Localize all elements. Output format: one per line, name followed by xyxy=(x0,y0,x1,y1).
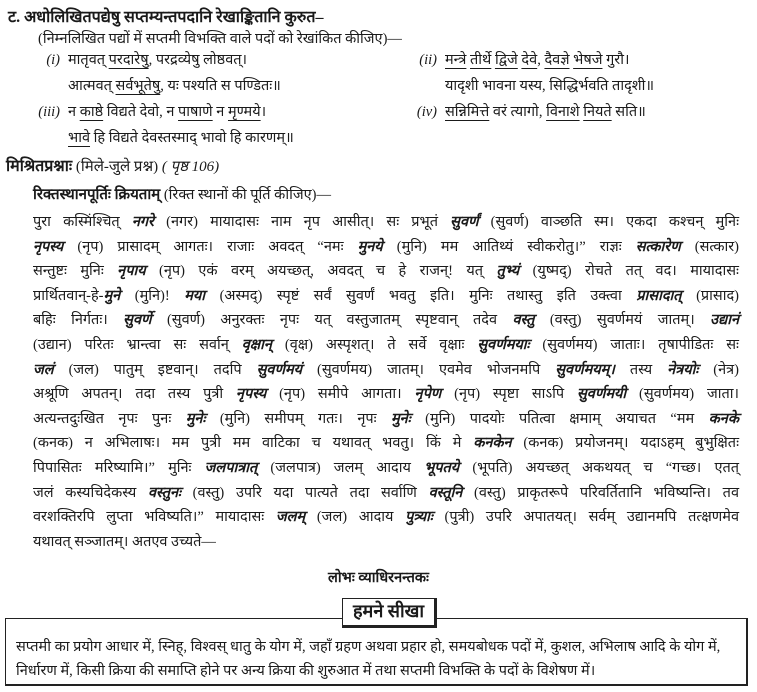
text-segment: (नृप) स्पृष्टा साऽपि xyxy=(441,386,577,403)
answer-word: सुवर्णे xyxy=(123,312,152,329)
underlined-word: नियते xyxy=(583,104,612,120)
text-segment: अत्यन्तदुःखित नृपः पुनः xyxy=(33,410,186,427)
answer-word: तुभ्यं xyxy=(496,263,520,280)
text-segment: (सुवर्ण) अनुरक्तः नृपः यत् वस्तुजातम् स्पृष्टवान् तदेव xyxy=(151,312,513,329)
verse-number: (i) xyxy=(46,52,60,68)
answer-word: सुवर्णमयम्। xyxy=(555,361,615,378)
answer-word: प्रासादात् xyxy=(636,287,682,304)
text-segment: (नेत्र) xyxy=(698,361,740,378)
fill-blanks-heading xyxy=(33,186,331,204)
exercise-subheading: (निम्नलिखित पद्यों में सप्तमी विभक्ति वाले पदों को रेखांकित कीजिए)— xyxy=(38,31,402,47)
paragraph-line xyxy=(33,358,739,383)
fill-blanks-subtitle: (रिक्त स्थानों की पूर्ति कीजिए)— xyxy=(163,187,331,203)
answer-word: कनकेन xyxy=(473,435,512,452)
underlined-word: सन्निमित्ते xyxy=(445,104,490,120)
page-reference: ( पृष्ठ 106) xyxy=(161,159,220,175)
answer-word: वस्तूनि xyxy=(428,484,463,501)
text-segment: (वृक्ष) अस्पृशत्। ते सर्वे वृक्षाः xyxy=(271,336,478,353)
text-segment: पिपासितः मरिष्यामि।” मुनिः xyxy=(33,459,205,476)
answer-word: नृपस्य xyxy=(33,238,64,255)
text-segment: (वस्तु) उपरि यदा पात्यते तदा सर्वाणि xyxy=(180,484,429,501)
answer-word: सुवर्णमयं xyxy=(256,361,303,378)
underlined-word: मन्त्रे xyxy=(445,52,467,68)
mixed-subtitle: (मिले-जुले प्रश्न) xyxy=(75,159,159,175)
text-segment: प्रार्थितवान्-हे- xyxy=(33,287,104,304)
text-segment: (कनक) न अभिलाषः। मम पुत्री मम वाटिका च यथावत् भवतु। किं मे xyxy=(33,435,474,452)
text-segment: (जलपात्र) जलम् आदाय xyxy=(257,459,425,476)
text-segment: (सुवर्ण) वाञ्छति स्म। एकदा कश्चन् मुनिः xyxy=(478,214,739,230)
text-segment: (उद्यान) परितः भ्रान्त्वा सः सर्वान् xyxy=(33,336,242,353)
text-segment: , परद्रव्येषु लोष्ठवत्। xyxy=(148,52,248,68)
text-segment: आत्मवत् xyxy=(68,78,116,94)
answer-word: पुत्र्याः xyxy=(405,509,433,526)
text-segment: बहिः निर्गतः। xyxy=(33,312,124,329)
answer-word: कनके xyxy=(708,410,739,427)
answer-word: मुने xyxy=(103,287,121,304)
text-segment: (अस्मद्) स्पृष्टं सर्वं सुवर्णं भवतु इति। मुनिः तथास्तु इति उक्त्वा xyxy=(205,287,637,304)
answer-word: नेत्रयोः xyxy=(667,361,699,378)
text-segment: (नृप) एकं वरम् अयच्छत्, अवदत् च हे राजन्! यत् xyxy=(145,263,497,280)
answer-word: वस्तु xyxy=(512,312,535,329)
text-segment: (कनक) प्रयोजनम्। यदाऽहम् बुभुक्षितः xyxy=(511,435,739,452)
text-segment: (नृप) समीपे आगता। xyxy=(266,386,415,403)
answer-word: सुवर्णमयाः xyxy=(477,336,530,353)
text-segment: अश्रूणि अपतन्। तदा तस्य पुत्री xyxy=(33,386,236,403)
learned-box-title: हमने सीखा xyxy=(342,598,437,628)
text-segment: (मुनि)! xyxy=(120,287,185,304)
text-segment: यादृशी भावना यस्य, सिद्धिर्भवति तादृशी॥ xyxy=(445,78,655,94)
text-segment: (वस्तु) सुवर्णमयं जातम्। xyxy=(534,312,711,329)
text-segment: (युष्मद्) रोचते तत् वद। मायादासः xyxy=(519,263,739,280)
verse-number: (iv) xyxy=(416,104,437,120)
text-segment: (वस्तु) प्राकृतरूपे परिवर्तितानि भविष्यन्ति। तव xyxy=(462,484,740,501)
answer-word: वस्तुनः xyxy=(148,484,181,501)
verse-line xyxy=(411,52,629,69)
mixed-questions-heading xyxy=(6,157,219,176)
text-segment: (मुनि) मम आतिथ्यं स्वीकरोतु।” राज्ञः xyxy=(382,238,636,255)
paragraph-line xyxy=(33,505,739,530)
text-segment: (भूपति) अयच्छत् अकथयत् च “गच्छ। एतत् xyxy=(459,459,739,476)
underlined-word: दैवज्ञे xyxy=(544,52,570,68)
verse-line xyxy=(34,104,266,121)
answer-word: जलपात्रात् xyxy=(204,459,258,476)
answer-word: सुवर्णं xyxy=(450,214,479,230)
paragraph-line xyxy=(33,431,739,456)
paragraph-line xyxy=(33,481,739,506)
answer-word: मया xyxy=(184,287,206,304)
text-segment: । xyxy=(260,104,267,120)
underlined-word: तीर्थे xyxy=(470,52,492,68)
text-segment: (पुत्री) उपरि अपातयत्। सर्वम् उद्यानमपि तत्क्षणमेव xyxy=(432,509,740,526)
text-segment: , xyxy=(537,52,545,68)
answer-word: वृक्षान् xyxy=(241,336,272,353)
exercise-heading: ट. अधोलिखितपद्येषु सप्तम्यन्तपदानि रेखाङ्कितानि कुरुत– xyxy=(8,9,324,26)
underlined-word: देवे xyxy=(521,52,538,68)
paragraph-line xyxy=(33,210,739,235)
answer-word: नृपाय xyxy=(117,263,146,280)
text-segment: हि विद्यते देवस्तस्माद् भावो हि कारणम्॥ xyxy=(90,130,294,146)
learned-text: सप्तमी का प्रयोग आधार में, स्निह्, विश्वस् धातु के योग में, जहाँ ग्रहण अथवा प्रहार हो, समयबोधक पदों में, कुशल, अभिलाष आदि के योग में, निर्धारण में, किसी क्रिया की समाप्ति होने पर अन्य क्रिया की शुरुआत में तथा सप्तमी विभक्ति के पदों के विशेषण में। xyxy=(16,639,721,679)
text-segment: (नगर) मायादासः नाम नृप आसीत्। सः प्रभूतं xyxy=(153,214,451,230)
underlined-word: परदारेषु xyxy=(108,52,149,68)
text-segment: (सुवर्णमय) जाता। xyxy=(626,386,739,403)
answer-word: मुनेः xyxy=(185,410,206,427)
answer-word: मुनेः xyxy=(391,410,411,427)
text-segment: (जल) पातुम् इष्टवान्। तदपि xyxy=(53,361,257,378)
underlined-word: भावे xyxy=(68,130,91,146)
text-segment: सति॥ xyxy=(611,104,646,120)
underlined-word: विनाशे xyxy=(546,104,580,120)
answer-word: उद्यानं xyxy=(710,312,740,329)
underlined-word: द्विजे xyxy=(494,52,518,68)
answer-word: जलं xyxy=(33,361,54,378)
text-segment: सन्तुष्टः मुनिः xyxy=(33,263,118,280)
paragraph-line xyxy=(33,407,739,432)
text-segment: वरशक्तिरपि लुप्ता भविष्यति।” मायादासः xyxy=(33,509,276,526)
answer-word: सुवर्णमयी xyxy=(577,386,627,403)
paragraph-line xyxy=(33,284,739,309)
moral-line: लोभः व्याधिरनन्तकः xyxy=(328,570,429,586)
paragraph-line xyxy=(33,382,739,407)
text-segment: (जल) आदाय xyxy=(305,509,406,526)
text-segment: पुरा कस्मिंश्चित् xyxy=(33,214,132,230)
verse-number: (ii) xyxy=(419,52,437,68)
underlined-word: काष्ठे xyxy=(79,104,104,120)
text-segment: (नृप) प्रासादम् आगतः। राजाः अवदत् “नमः xyxy=(63,238,358,255)
verse-line xyxy=(34,78,281,95)
answer-word: जलम् xyxy=(275,509,306,526)
answer-word: नृपस्य xyxy=(235,386,267,403)
text-segment: न xyxy=(68,104,80,120)
text-segment: (सत्कार) xyxy=(680,238,739,255)
underlined-word: सर्वभूतेषु xyxy=(115,78,161,94)
verse-line xyxy=(34,130,294,147)
verse-line xyxy=(411,104,646,121)
text-segment: (मुनि) समीपम् गतः। नृपः xyxy=(205,410,391,427)
verse-line xyxy=(411,78,654,95)
text-segment: (मुनि) पादयोः पतित्वा क्षमाम् अयाचत “मम xyxy=(410,410,709,427)
text-segment: (प्रासाद) xyxy=(681,287,739,304)
paragraph-line xyxy=(33,530,739,555)
paragraph-line xyxy=(33,333,739,358)
answer-word: नगरे xyxy=(131,214,154,230)
verse-number: (iii) xyxy=(38,104,60,120)
mixed-title: मिश्रितप्रश्नाः xyxy=(6,158,73,175)
underlined-word: पाषाणे xyxy=(178,104,213,120)
paragraph-line xyxy=(33,308,739,333)
text-segment: विद्यते देवो, न xyxy=(103,104,179,120)
text-segment: न xyxy=(212,104,228,120)
answer-word: सत्कारेण xyxy=(635,238,681,255)
text-segment: , यः पश्यति स पण्डितः॥ xyxy=(160,78,281,94)
answer-word: नृपेण xyxy=(414,386,442,403)
text-segment: (सुवर्णमय) जातम्। एवमेव भोजनमपि xyxy=(302,361,556,378)
paragraph-line xyxy=(33,259,739,284)
answer-word: मुनये xyxy=(357,238,383,255)
text-segment: (सुवर्णमय) जाताः। तृषापीडितः सः xyxy=(529,336,739,353)
underlined-word: मृण्मये xyxy=(227,104,261,120)
text-segment: मातृवत् xyxy=(68,52,109,68)
underlined-word: भेषजे xyxy=(573,52,603,68)
paragraph-line xyxy=(33,235,739,260)
text-segment: गुरौ। xyxy=(602,52,630,68)
learned-box xyxy=(5,618,748,686)
story-paragraph xyxy=(33,210,739,554)
fill-blanks-title: रिक्तस्थानपूर्तिः क्रियताम् xyxy=(33,187,161,203)
verse-line xyxy=(34,52,247,69)
text-segment: वरं त्यागो, xyxy=(489,104,547,120)
paragraph-line xyxy=(33,456,739,481)
answer-word: भूपतये xyxy=(424,459,460,476)
text-segment: यथावत् सञ्जातम्। अतएव उच्यते— xyxy=(33,533,216,550)
text-segment: तस्य xyxy=(614,361,668,378)
text-segment: जलं कस्यचिदेकस्य xyxy=(33,484,148,501)
